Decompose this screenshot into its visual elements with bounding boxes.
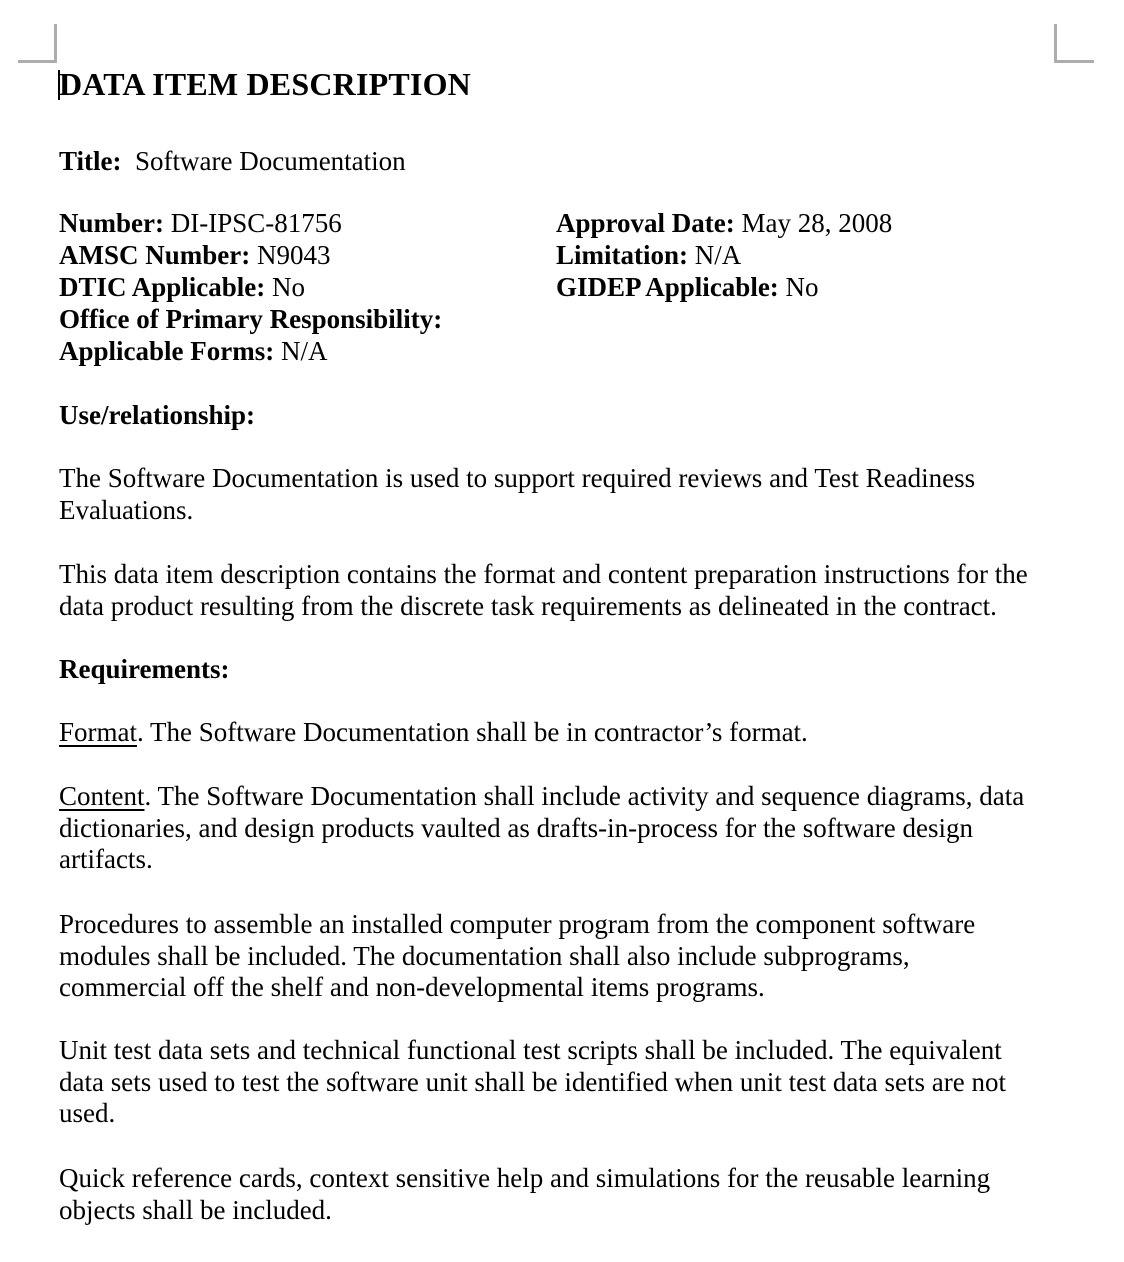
quick-reference-paragraph: Quick reference cards, context sensitive help and simulations for the reusable learning objects shall be included. xyxy=(59,1163,991,1225)
field-label: DTIC Applicable: xyxy=(59,272,266,302)
crop-mark-top-left xyxy=(54,24,57,63)
title-row xyxy=(59,145,406,177)
format-label: Format xyxy=(59,717,137,747)
field-approval-date xyxy=(556,207,892,239)
content-label: Content xyxy=(59,781,145,811)
field-value: N/A xyxy=(281,336,328,366)
field-limitation xyxy=(556,239,741,271)
field-label: Number: xyxy=(59,208,164,238)
field-label: AMSC Number: xyxy=(59,240,251,270)
field-value: N/A xyxy=(694,240,742,270)
field-gidep-applicable xyxy=(556,271,819,303)
title-value: Software Documentation xyxy=(135,146,406,176)
field-amsc-number xyxy=(59,239,330,271)
field-value: No xyxy=(785,272,819,302)
procedures-paragraph: Procedures to assemble an installed computer program from the component software modules shall be included. The documentation shall also include subprograms, commercial off the shelf and non-developmental items programs. xyxy=(59,909,976,1002)
content-paragraph xyxy=(59,781,1059,876)
format-text: . The Software Documentation shall be in contractor’s format. xyxy=(137,717,808,747)
crop-mark-top-right xyxy=(1054,24,1057,63)
format-paragraph xyxy=(59,717,1059,749)
field-label: GIDEP Applicable: xyxy=(556,272,779,302)
field-value: May 28, 2008 xyxy=(741,208,893,238)
field-applicable-forms xyxy=(59,335,328,367)
field-value: DI-IPSC-81756 xyxy=(170,208,342,238)
field-label: Office of Primary Responsibility: xyxy=(59,304,443,334)
field-value: No xyxy=(272,272,306,302)
unit-test-paragraph: Unit test data sets and technical functional test scripts shall be included. The equivalent data sets used to test the software unit shall be identified when unit test data sets are not used. xyxy=(59,1035,1007,1128)
use-paragraph: The Software Documentation is used to support required reviews and Test Readiness Evaluations. xyxy=(59,463,976,525)
use-relationship-heading: Use/relationship: xyxy=(59,400,256,430)
field-dtic-applicable xyxy=(59,271,305,303)
title-label: Title: xyxy=(59,146,122,176)
document-heading: DATA ITEM DESCRIPTION xyxy=(59,66,471,102)
crop-mark-top-left xyxy=(18,60,57,63)
field-label: Limitation: xyxy=(556,240,688,270)
field-label: Approval Date: xyxy=(556,208,735,238)
crop-mark-top-right xyxy=(1054,60,1094,63)
field-office-of-primary-responsibility xyxy=(59,303,442,335)
requirements-heading: Requirements: xyxy=(59,654,230,684)
field-value: N9043 xyxy=(256,240,331,270)
field-label: Applicable Forms: xyxy=(59,336,275,366)
content-text: . The Software Documentation shall include activity and sequence diagrams, data dictionaries, and design products vaulted as drafts-in-process for the software design artifacts. xyxy=(59,781,1025,874)
use-paragraph: This data item description contains the format and content preparation instructions for the data product resulting from the discrete task requirements as delineated in the contract. xyxy=(59,559,1028,621)
field-number xyxy=(59,207,342,239)
